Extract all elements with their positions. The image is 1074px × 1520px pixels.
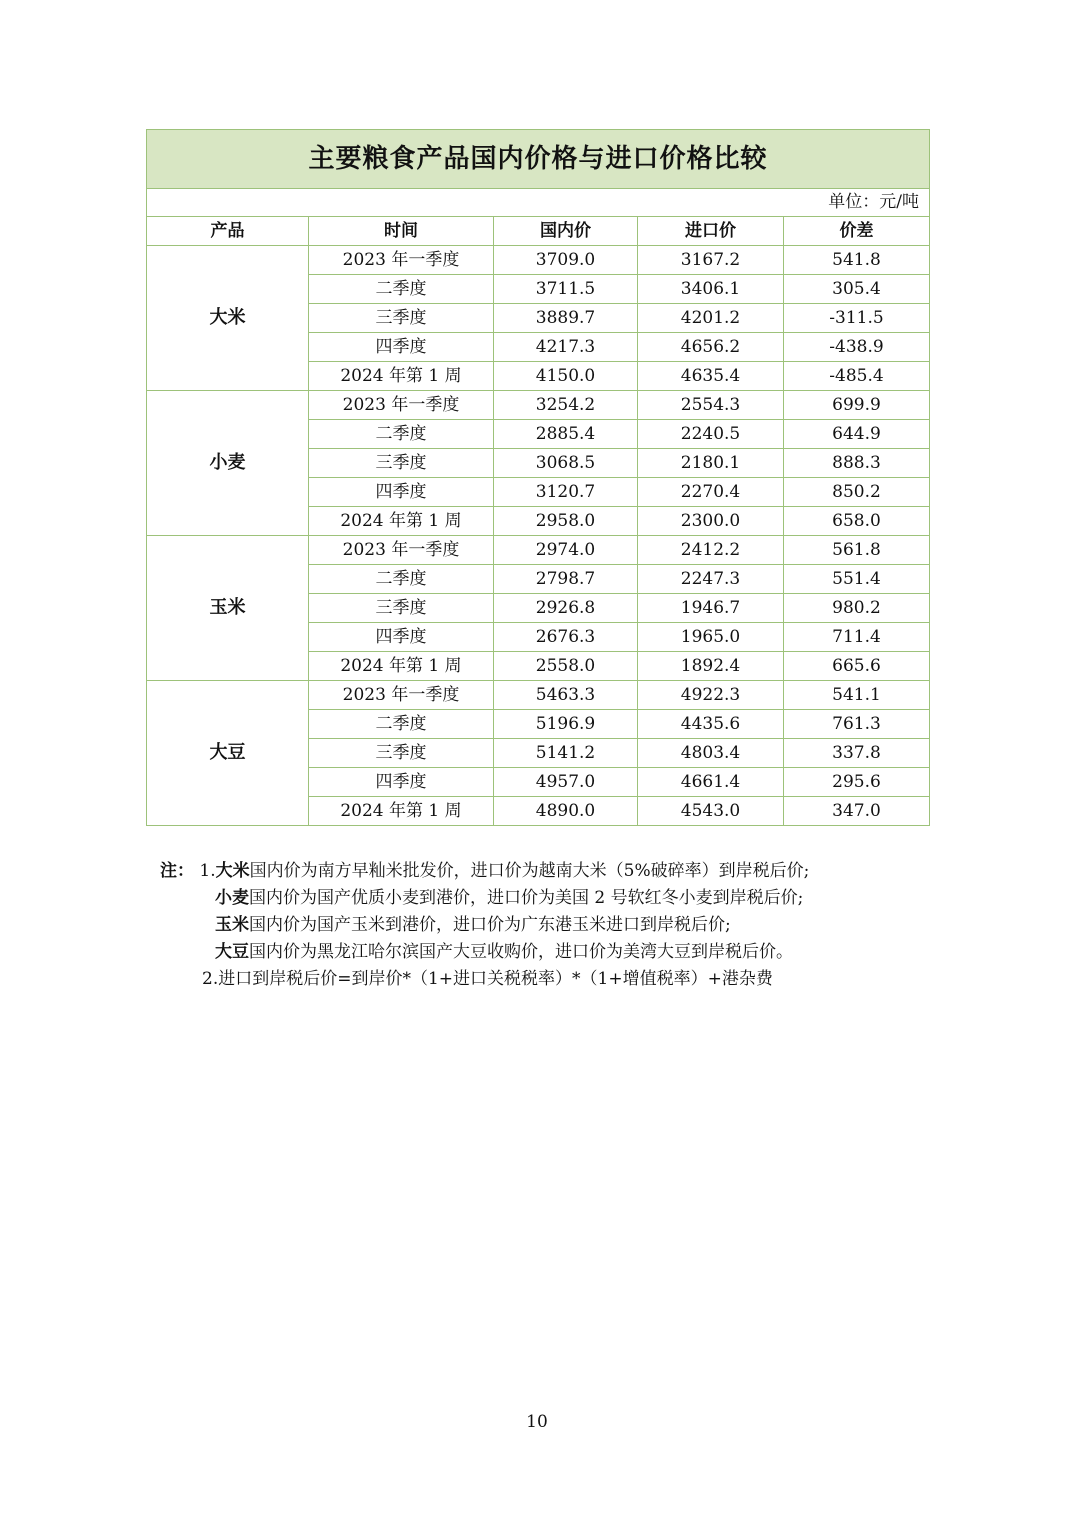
note-text: 国内价为国产玉米到港价，进口价为广东港玉米进口到岸税后价; — [249, 915, 731, 935]
domestic-price-cell: 4150.0 — [494, 362, 638, 391]
time-cell: 2023 年一季度 — [309, 391, 494, 420]
note-product-corn: 玉米 — [215, 915, 249, 935]
table-row — [147, 536, 930, 565]
import-price-cell: 2300.0 — [638, 507, 784, 536]
time-cell: 2023 年一季度 — [309, 536, 494, 565]
domestic-price-cell: 3068.5 — [494, 449, 638, 478]
note-text: 国内价为南方早籼米批发价，进口价为越南大米（5%破碎率）到岸税后价; — [249, 861, 810, 881]
price-diff-cell: -485.4 — [784, 362, 930, 391]
price-diff-cell: 761.3 — [784, 710, 930, 739]
import-price-cell: 1965.0 — [638, 623, 784, 652]
price-diff-cell: -311.5 — [784, 304, 930, 333]
time-cell: 二季度 — [309, 275, 494, 304]
time-cell: 2024 年第 1 周 — [309, 507, 494, 536]
product-cell-wheat: 小麦 — [147, 391, 309, 536]
domestic-price-cell: 3889.7 — [494, 304, 638, 333]
domestic-price-cell: 5463.3 — [494, 681, 638, 710]
domestic-price-cell: 3254.2 — [494, 391, 638, 420]
import-price-cell: 3167.2 — [638, 246, 784, 275]
domestic-price-cell: 5141.2 — [494, 739, 638, 768]
import-price-cell: 4661.4 — [638, 768, 784, 797]
domestic-price-cell: 3120.7 — [494, 478, 638, 507]
time-cell: 二季度 — [309, 710, 494, 739]
price-diff-cell: 305.4 — [784, 275, 930, 304]
price-diff-cell: 295.6 — [784, 768, 930, 797]
import-price-cell: 2180.1 — [638, 449, 784, 478]
price-diff-cell: 561.8 — [784, 536, 930, 565]
note-product-soybean: 大豆 — [215, 942, 249, 962]
time-cell: 2024 年第 1 周 — [309, 652, 494, 681]
note-item — [160, 912, 920, 939]
domestic-price-cell: 2676.3 — [494, 623, 638, 652]
time-cell: 四季度 — [309, 478, 494, 507]
header-product: 产品 — [147, 217, 309, 246]
unit-label: 单位：元/吨 — [147, 189, 930, 217]
domestic-price-cell: 4957.0 — [494, 768, 638, 797]
price-comparison-table — [146, 129, 930, 826]
price-diff-cell: 850.2 — [784, 478, 930, 507]
import-price-cell: 1892.4 — [638, 652, 784, 681]
price-diff-cell: 541.1 — [784, 681, 930, 710]
header-domestic-price: 国内价 — [494, 217, 638, 246]
time-cell: 四季度 — [309, 768, 494, 797]
import-price-cell: 4435.6 — [638, 710, 784, 739]
import-price-cell: 2240.5 — [638, 420, 784, 449]
time-cell: 2024 年第 1 周 — [309, 797, 494, 826]
note-item — [160, 885, 920, 912]
import-price-cell: 2270.4 — [638, 478, 784, 507]
table-row — [147, 391, 930, 420]
time-cell: 四季度 — [309, 333, 494, 362]
header-time: 时间 — [309, 217, 494, 246]
import-price-cell: 2247.3 — [638, 565, 784, 594]
table-notes — [160, 858, 920, 993]
domestic-price-cell: 2974.0 — [494, 536, 638, 565]
domestic-price-cell: 2926.8 — [494, 594, 638, 623]
header-price-difference: 价差 — [784, 217, 930, 246]
product-cell-soybean: 大豆 — [147, 681, 309, 826]
price-diff-cell: 541.8 — [784, 246, 930, 275]
import-price-cell: 1946.7 — [638, 594, 784, 623]
table-row — [147, 681, 930, 710]
import-price-cell: 4635.4 — [638, 362, 784, 391]
title-row — [147, 130, 930, 189]
header-import-price: 进口价 — [638, 217, 784, 246]
table-row — [147, 246, 930, 275]
table-body — [147, 130, 930, 826]
note-item — [160, 939, 920, 966]
import-price-cell: 4201.2 — [638, 304, 784, 333]
time-cell: 二季度 — [309, 565, 494, 594]
price-diff-cell: -438.9 — [784, 333, 930, 362]
time-cell: 2024 年第 1 周 — [309, 362, 494, 391]
price-diff-cell: 551.4 — [784, 565, 930, 594]
price-diff-cell: 699.9 — [784, 391, 930, 420]
note-text: 国内价为黑龙江哈尔滨国产大豆收购价，进口价为美湾大豆到岸税后价。 — [249, 942, 793, 962]
import-price-cell: 4803.4 — [638, 739, 784, 768]
price-diff-cell: 980.2 — [784, 594, 930, 623]
note-prefix: 1. — [199, 861, 216, 881]
import-price-cell: 3406.1 — [638, 275, 784, 304]
notes-label: 注： — [160, 861, 194, 881]
price-diff-cell: 347.0 — [784, 797, 930, 826]
domestic-price-cell: 3711.5 — [494, 275, 638, 304]
note-text: 国内价为国产优质小麦到港价，进口价为美国 2 号软红冬小麦到岸税后价; — [249, 888, 804, 908]
domestic-price-cell: 3709.0 — [494, 246, 638, 275]
time-cell: 四季度 — [309, 623, 494, 652]
price-comparison-table-wrapper — [146, 129, 929, 826]
price-diff-cell: 644.9 — [784, 420, 930, 449]
domestic-price-cell: 2885.4 — [494, 420, 638, 449]
import-price-cell: 4543.0 — [638, 797, 784, 826]
price-diff-cell: 658.0 — [784, 507, 930, 536]
product-cell-corn: 玉米 — [147, 536, 309, 681]
domestic-price-cell: 5196.9 — [494, 710, 638, 739]
unit-row — [147, 189, 930, 217]
price-diff-cell: 337.8 — [784, 739, 930, 768]
import-price-cell: 4656.2 — [638, 333, 784, 362]
note-formula: 2.进口到岸税后价=到岸价*（1+进口关税税率）*（1+增值税率）+港杂费 — [202, 969, 773, 989]
price-diff-cell: 711.4 — [784, 623, 930, 652]
price-diff-cell: 665.6 — [784, 652, 930, 681]
domestic-price-cell: 4217.3 — [494, 333, 638, 362]
domestic-price-cell: 2958.0 — [494, 507, 638, 536]
time-cell: 三季度 — [309, 449, 494, 478]
note-item — [160, 858, 920, 885]
domestic-price-cell: 4890.0 — [494, 797, 638, 826]
price-diff-cell: 888.3 — [784, 449, 930, 478]
time-cell: 2023 年一季度 — [309, 681, 494, 710]
note-product-rice: 大米 — [215, 861, 250, 881]
header-row — [147, 217, 930, 246]
time-cell: 三季度 — [309, 739, 494, 768]
page-number: 10 — [526, 1412, 548, 1432]
import-price-cell: 2412.2 — [638, 536, 784, 565]
domestic-price-cell: 2798.7 — [494, 565, 638, 594]
product-cell-rice: 大米 — [147, 246, 309, 391]
table-title: 主要粮食产品国内价格与进口价格比较 — [147, 130, 930, 189]
time-cell: 二季度 — [309, 420, 494, 449]
domestic-price-cell: 2558.0 — [494, 652, 638, 681]
time-cell: 三季度 — [309, 594, 494, 623]
time-cell: 2023 年一季度 — [309, 246, 494, 275]
import-price-cell: 2554.3 — [638, 391, 784, 420]
import-price-cell: 4922.3 — [638, 681, 784, 710]
note-product-wheat: 小麦 — [215, 888, 249, 908]
time-cell: 三季度 — [309, 304, 494, 333]
